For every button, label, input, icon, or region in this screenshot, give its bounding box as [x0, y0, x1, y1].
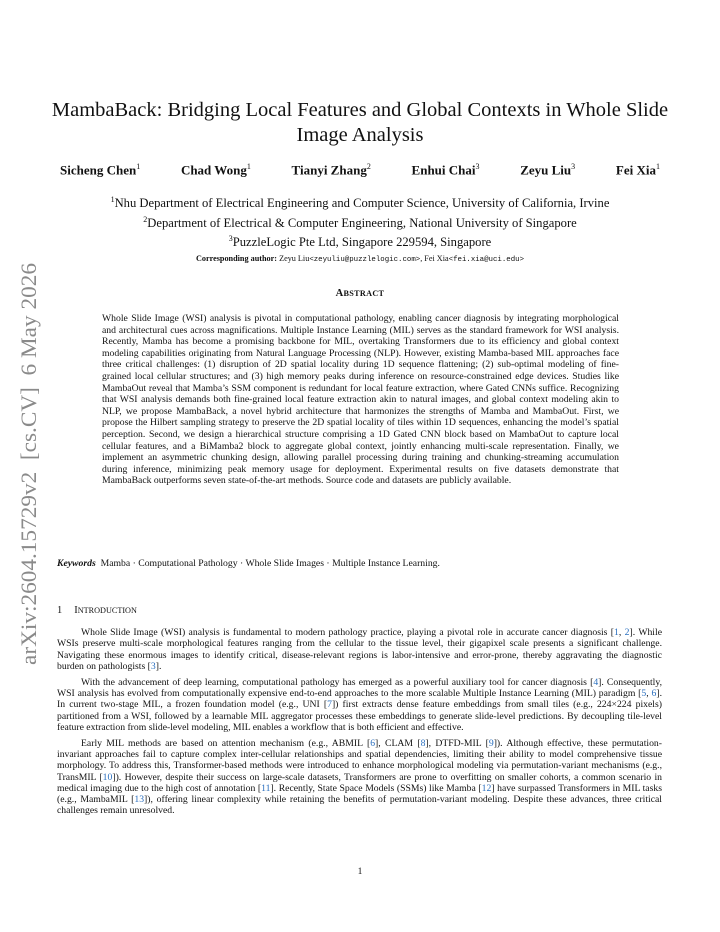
paragraph-text: ]). However, despite their success on large-scale datasets, Transformers are prone to overfitting on smaller cohorts, a common scenario in medical imaging due to the high cost of annotation [ [57, 771, 662, 794]
citation-link[interactable]: 12 [481, 782, 492, 794]
citation-link[interactable]: 4 [593, 676, 599, 688]
body-paragraph [57, 738, 662, 817]
abstract-text: Whole Slide Image (WSI) analysis is pivotal in computational pathology, enabling cancer diagnosis by integrating morphological and architectural cues across magnifications. Multiple Instance Learning (MIL) serves as the standard framework for WSI analysis. Recently, Mamba has become a promising backbone for MIL, overtaking Transformers due to its efficiency and global context modeling capabilities originating from Natural Language Processing (NLP). However, existing Mamba-based MIL approaches face three critical challenges: (1) disruption of 2D spatial locality during 1D sequence flattening; (2) sub-optimal modeling of fine-grained local cellular structures; and (3) high memory peaks during inference on resource-constrained edge devices. Studies like MambaOut reveal that Mamba’s SSM component is redundant for local feature extraction, where Gated CNNs suffice. Recognizing that WSI analysis demands both fine-grained local feature extraction akin to natural images, and global context modeling akin to NLP, we propose MambaBack, a novel hybrid architecture that harmonizes the strengths of Mamba and MambaOut. First, we propose the Hilbert sampling strategy to preserve the 2D spatial locality of tiles within 1D sequences, enhancing the model’s spatial perception. Second, we design a hierarchical structure comprising a 1D Gated CNN block based on MambaOut to capture local cellular features, and a BiMamba2 block to aggregate global context, jointly enhancing multi-scale representation. Finally, we implement an asymmetric chunking design, allowing parallel processing during training and chunking-streaming accumulation during inference, minimizing peak memory usage for deployment. Experimental results on five datasets demonstrate that MambaBack outperforms seven state-of-the-art methods. Source code and datasets are publicly available. [102, 313, 619, 487]
paragraph-text: ]) first extracts dense feature embeddings from small tiles (e.g., 224×224 pixels) partitioned from a WSI, followed by a learnable MIL aggregator processes these embeddings to generate slide-level predictions. By decoupling tile-level feature extraction from slide-level modeling, MIL enables a workflow that is both efficient and effective. [57, 699, 662, 733]
corresponding-author-name: Zeyu Liu [279, 254, 310, 263]
corresponding-author-email[interactable]: <fei.xia@uci.edu> [448, 256, 525, 264]
section-number: 1 [57, 605, 63, 616]
affiliation-list [40, 192, 680, 251]
introduction-body [57, 627, 662, 821]
citation-link[interactable]: 7 [327, 699, 332, 711]
paragraph-text: ]). Although effective, these permutation-invariant approaches fail to capture complex inter-cellular relationships and spatial dependencies, limiting their ability to model comprehensive tissue morphology. To address this, Transformer-based methods were introduced to enhance morphological modeling via permutation-variant mechanisms (e.g., TransMIL [ [57, 737, 662, 783]
citation-link[interactable]: 2 [624, 627, 630, 638]
keywords-line [57, 558, 667, 569]
author-list [60, 162, 660, 178]
citation-link[interactable]: 5 [641, 687, 647, 699]
affiliation: $^1$Nhu Department of Electrical Engineering and Computer Science, University of California, Irvine [110, 195, 610, 211]
author: Sicheng Chen$^1$ [60, 162, 141, 178]
corresponding-author-line: Corresponding author: Zeyu Liu<zeyuliu@puzzlelogic.com>, Fei Xia<fei.xia@uci.edu> [195, 254, 525, 264]
author: Chad Wong$^1$ [180, 162, 251, 178]
paragraph-text: ] have surpassed Transformers in MIL tasks (e.g., MambaMIL [ [57, 782, 662, 806]
paragraph-text: ]), offering linear complexity while retaining the benefits of permutation-variant modeling. Despite these advances, three critical challenges remain unresolved. [57, 794, 662, 817]
citation-link[interactable]: 8 [420, 737, 426, 749]
paragraph-text: ], CLAM [ [375, 737, 421, 749]
abstract-heading: ABSTRACT [335, 288, 385, 299]
citation-link[interactable]: 10 [102, 771, 113, 783]
arxiv-identifier-stamp [0, 260, 44, 670]
citation-link[interactable]: 13 [134, 794, 145, 806]
paragraph-text: Whole Slide Image (WSI) analysis is fundamental to modern pathology practice, playing a pivotal role in accurate cancer diagnosis [ [81, 627, 615, 638]
citation-link[interactable]: 9 [488, 737, 494, 749]
keywords-label: Keywords [57, 558, 96, 569]
paragraph-text: ]. [155, 660, 162, 672]
citation-link[interactable]: 6 [651, 687, 657, 699]
arxiv-identifier-text: arXiv:2604.15729v2 [cs.CV] 6 May 2026 [16, 284, 41, 665]
citation-link[interactable]: 6 [370, 737, 376, 749]
affiliation: $^2$Department of Electrical & Computer Engineering, National University of Singapore [143, 214, 577, 230]
body-paragraph [57, 677, 662, 733]
author: Fei Xia$^1$ [615, 162, 660, 178]
page-number: 1 [357, 867, 363, 877]
keywords-text: Mamba · Computational Pathology · Whole Slide Images · Multiple Instance Learning. [100, 558, 440, 569]
citation-link[interactable]: 3 [150, 660, 156, 672]
paragraph-text: Early MIL methods are based on attention mechanism (e.g., ABMIL [ [81, 737, 371, 749]
citation-link[interactable]: 11 [261, 782, 271, 794]
paragraph-text: , [618, 627, 625, 638]
corresponding-author-name: Fei Xia [424, 254, 449, 263]
corresponding-author-email[interactable]: <zeyuliu@puzzlelogic.com> [309, 256, 421, 264]
affiliation: $^3$PuzzleLogic Pte Ltd, Singapore 229594, Singapore [228, 234, 492, 250]
paragraph-text: ]. Consequently, WSI analysis has evolved from computationally expensive end-to-end approaches to the more scalable Multiple Instance Learning (MIL) paradigm [ [57, 676, 663, 699]
paragraph-text: ]. In current two-stage MIL, a frozen foundation model (e.g., UNI [ [57, 687, 663, 711]
paragraph-text: ]. While WSIs preserve multi-scale morphological features ranging from the cellular to the tissue level, their gigapixel scale presents a significant challenge. Navigating these enormous images to identify critical, disease-relevant regions is labor-intensive and error-prone, thereby aggravating the diagnostic burden on pathologists [ [57, 627, 662, 672]
paper-title: MambaBack: Bridging Local Features and Global Contexts in Whole Slide Image Analysis [51, 99, 669, 146]
author: Zeyu Liu$^3$ [520, 162, 576, 178]
paragraph-text: ]. Recently, State Space Models (SSMs) like Mamba [ [270, 782, 482, 794]
citation-link[interactable]: 1 [614, 627, 619, 638]
paragraph-text: , [646, 687, 652, 699]
section-heading: 1 INTRODUCTION [57, 605, 137, 616]
author: Tianyi Zhang$^2$ [291, 162, 371, 178]
corresponding-author-label: Corresponding author: [195, 254, 278, 263]
body-paragraph [57, 627, 662, 672]
author: Enhui Chai$^3$ [411, 162, 480, 178]
paragraph-text: With the advancement of deep learning, computational pathology has emerged as a powerful auxiliary tool for cancer diagnosis [ [81, 676, 594, 688]
paragraph-text: ], DTFD-MIL [ [425, 737, 489, 749]
